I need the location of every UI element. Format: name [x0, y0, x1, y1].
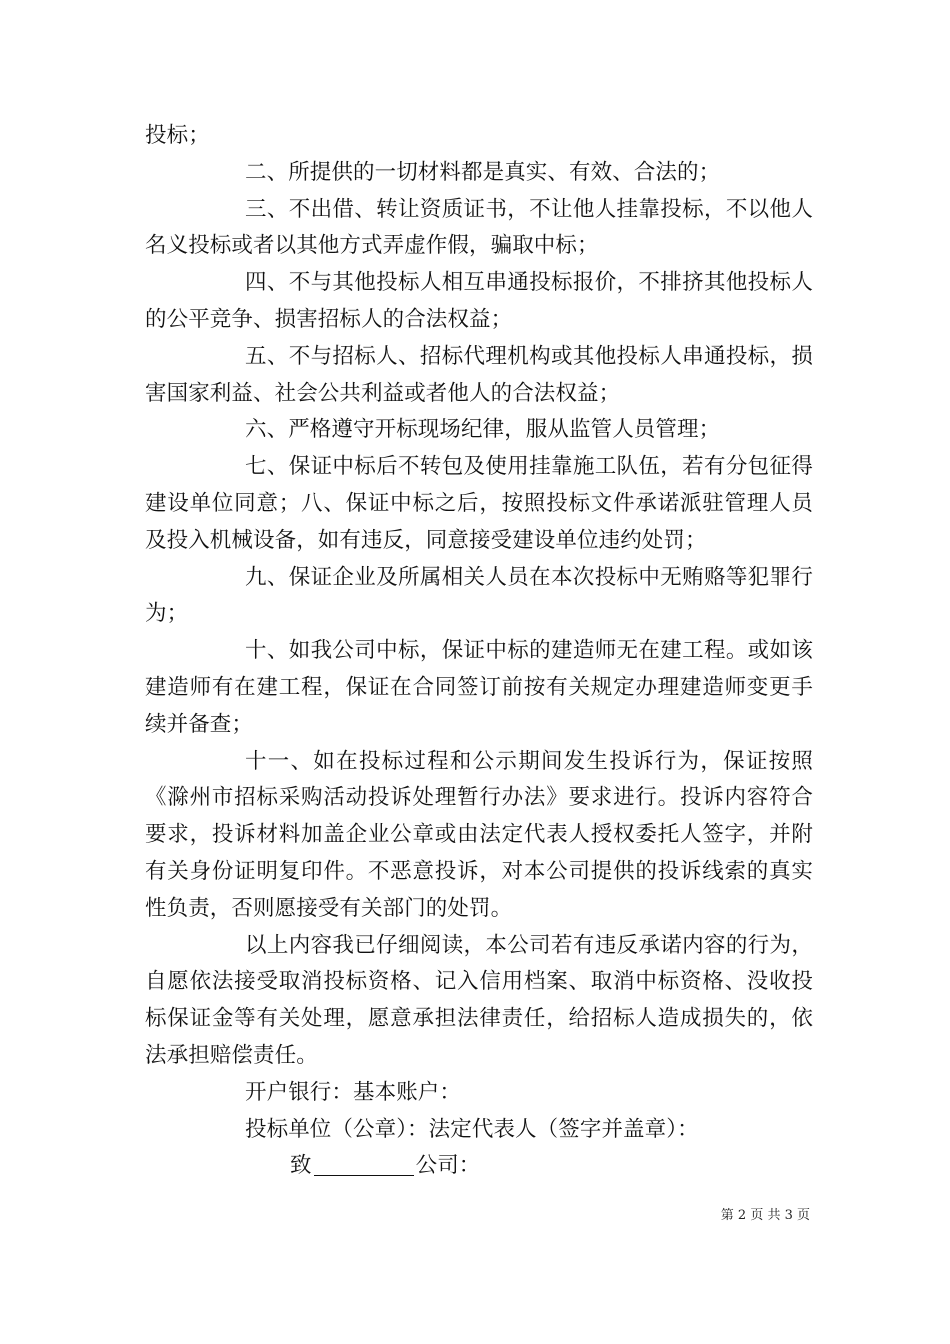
addressee-suffix: 公司： [415, 1153, 481, 1179]
paragraph-clause-10: 十、如我公司中标，保证中标的建造师无在建工程。或如该建造师有在建工程，保证在合同签订前按有关规定办理建造师变更手续并备查； [145, 638, 813, 737]
paragraph-bank-info: 开户银行：基本账户： [245, 1079, 462, 1105]
paragraph-clause-3: 三、不出借、转让资质证书，不让他人挂靠投标，不以他人名义投标或者以其他方式弄虚作假，骗取中标； [145, 196, 813, 259]
paragraph-clause-6: 六、严格遵守开标现场纪律，服从监管人员管理； [245, 417, 721, 443]
paragraph-clause-9: 九、保证企业及所属相关人员在本次投标中无贿赂等犯罪行为； [145, 564, 813, 627]
page-number-footer: 第 2 页 共 3 页 [720, 1208, 810, 1223]
paragraph-clause-11: 十一、如在投标过程和公示期间发生投诉行为，保证按照《滁州市招标采购活动投诉处理暂行办法》要求进行。投诉内容符合要求，投诉材料加盖企业公章或由法定代表人授权委托人签字，并附有关身份证明复印件。不恶意投诉，对本公司提供的投诉线索的真实性负责，否则愿接受有关部门的处罚。 [145, 748, 813, 921]
addressee-prefix: 致 [290, 1153, 312, 1179]
addressee-blank-line [314, 1153, 414, 1176]
paragraph-signature: 投标单位（公章）：法定代表人（签字并盖章）： [245, 1116, 699, 1142]
paragraph-addressee [145, 1148, 813, 1185]
paragraph-clause-2: 二、所提供的一切材料都是真实、有效、合法的； [245, 159, 721, 185]
paragraph-clause-5: 五、不与招标人、招标代理机构或其他投标人串通投标，损害国家利益、社会公共利益或者他人的合法权益； [145, 343, 813, 406]
paragraph-clause-7-8: 七、保证中标后不转包及使用挂靠施工队伍，若有分包征得建设单位同意；八、保证中标之后，按照投标文件承诺派驻管理人员及投入机械设备，如有违反，同意接受建设单位违约处罚； [145, 454, 813, 553]
document-body [145, 118, 813, 1185]
paragraph-continuation: 投标； [145, 123, 210, 148]
paragraph-commitment: 以上内容我已仔细阅读，本公司若有违反承诺内容的行为，自愿依法接受取消投标资格、记入信用档案、取消中标资格、没收投标保证金等有关处理，愿意承担法律责任，给招标人造成损失的，依法承担赔偿责任。 [145, 932, 813, 1068]
paragraph-clause-4: 四、不与其他投标人相互串通投标报价，不排挤其他投标人的公平竞争、损害招标人的合法权益； [145, 270, 813, 332]
